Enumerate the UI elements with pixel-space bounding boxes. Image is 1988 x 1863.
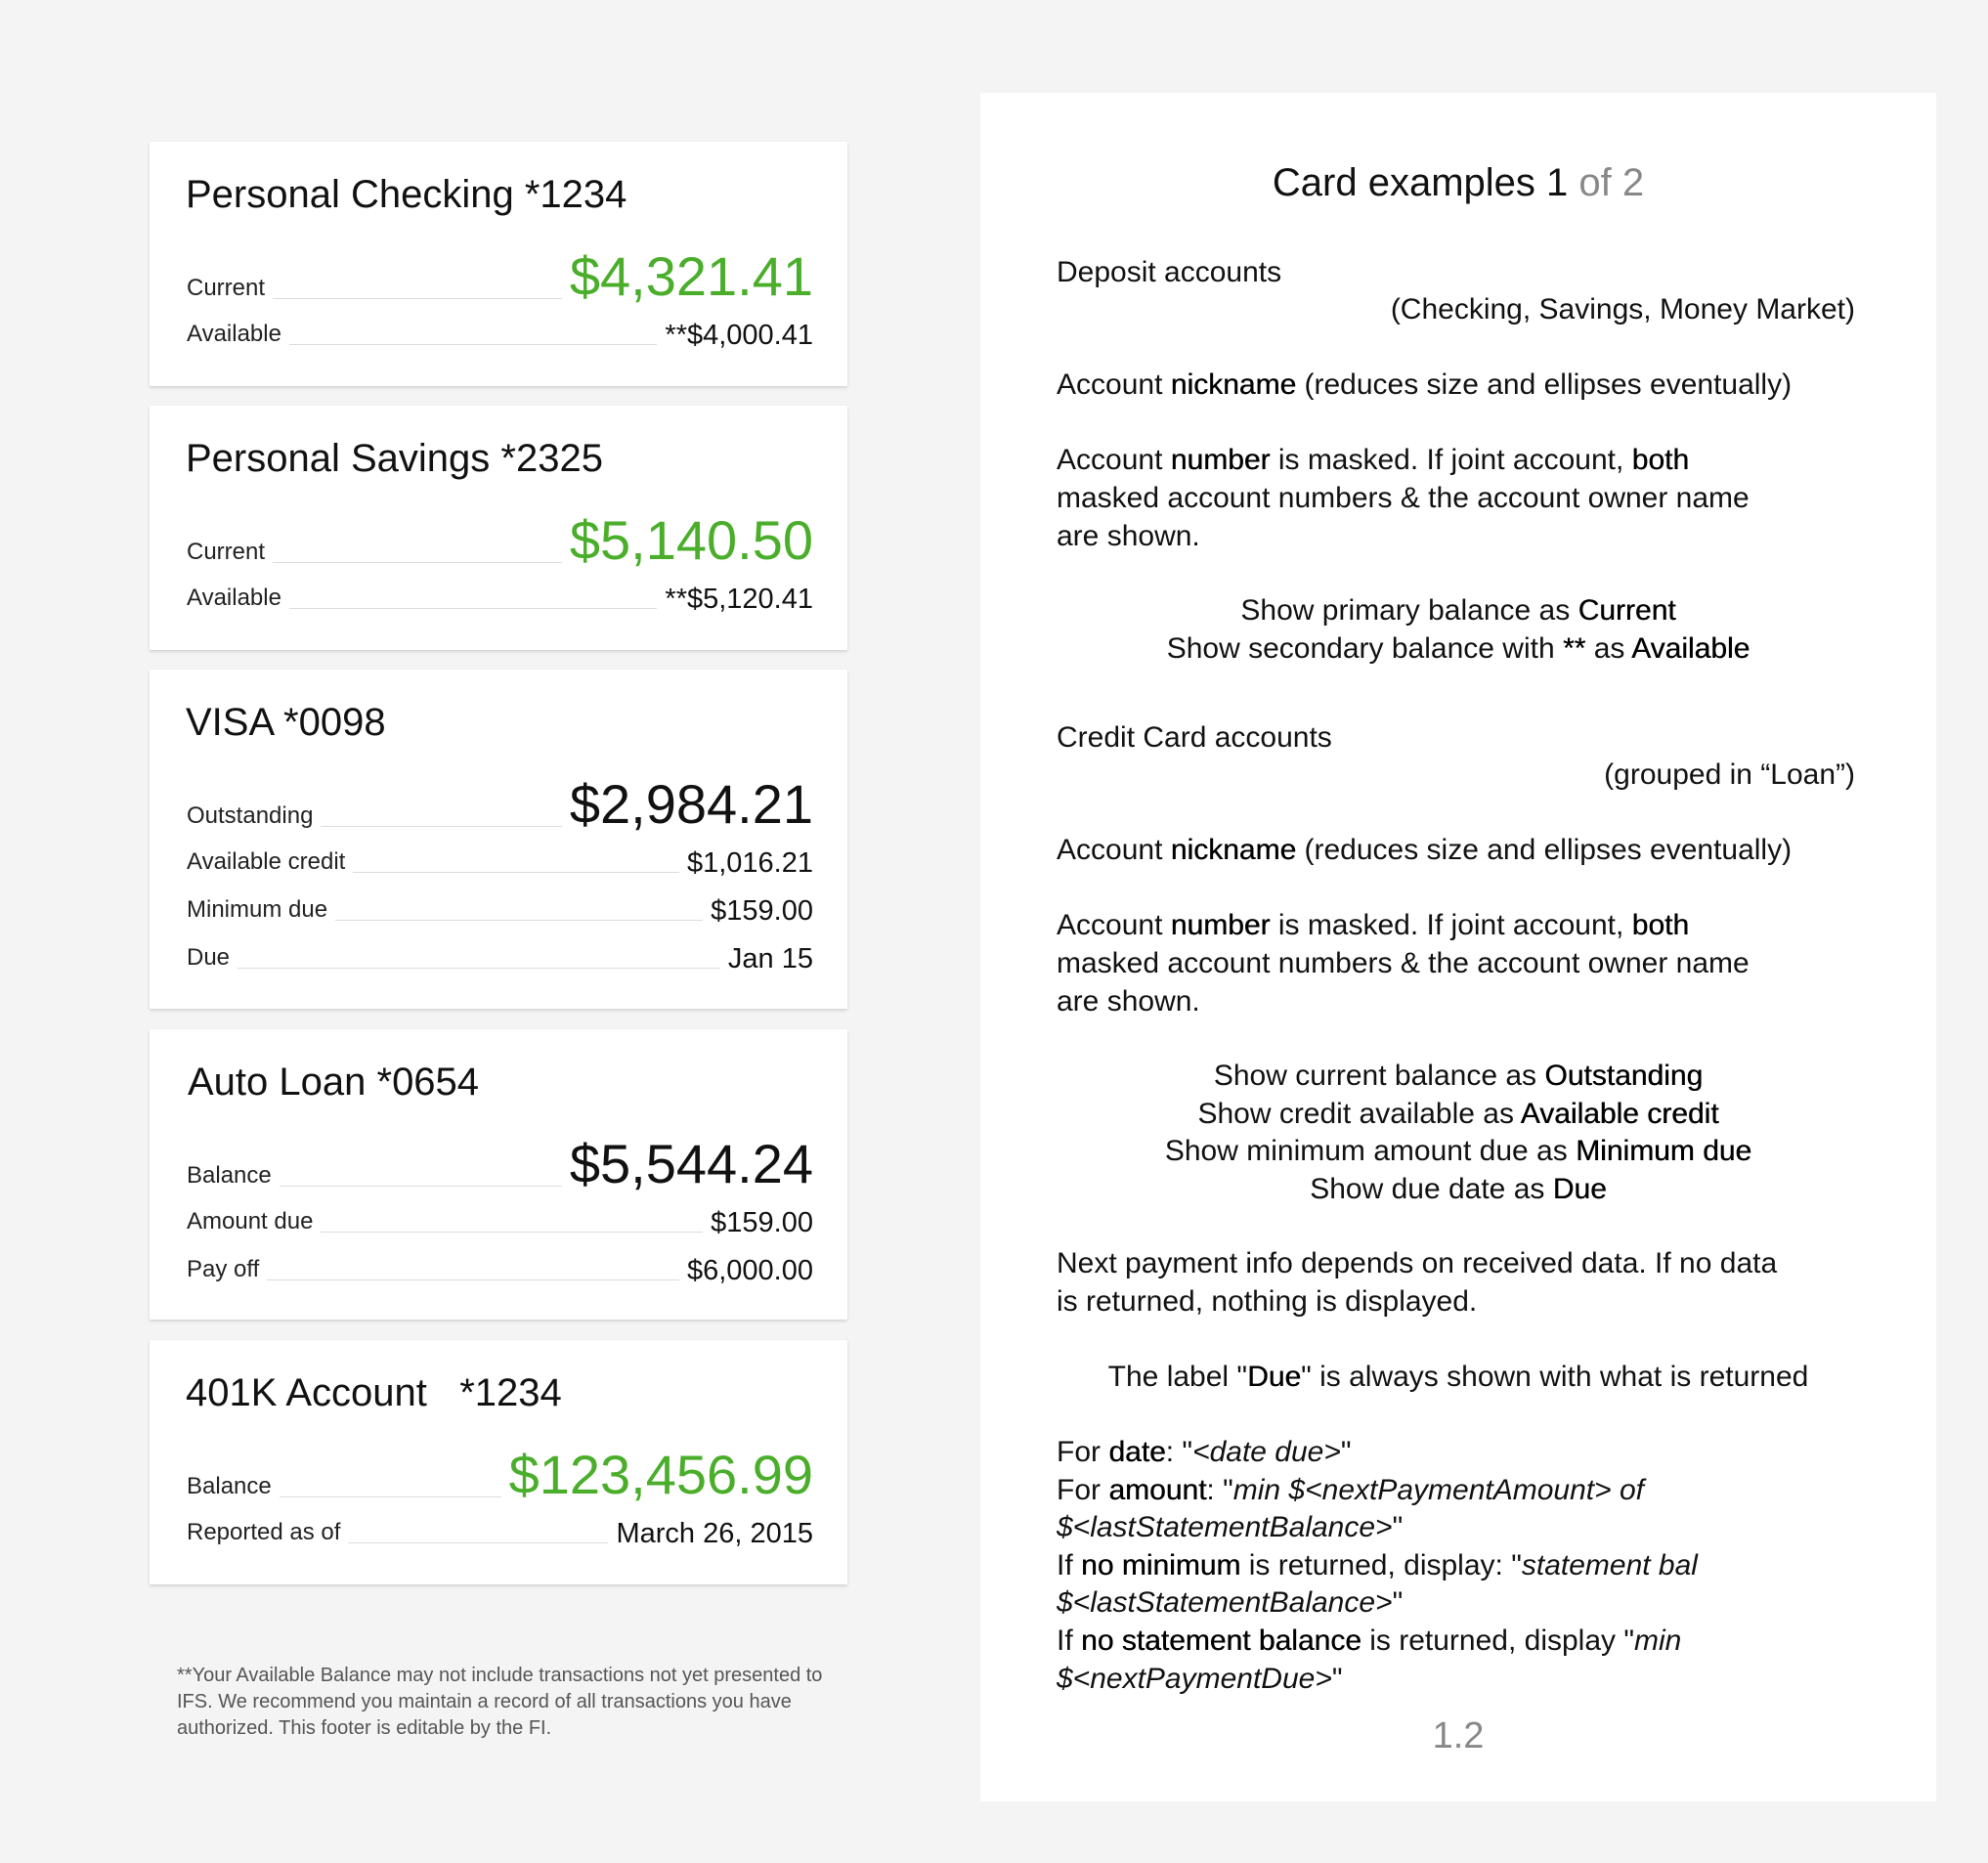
balance-row-current — [187, 509, 813, 571]
leader-line — [335, 919, 703, 921]
credit-number-note-line2: masked account numbers & the account owner name — [1057, 947, 1750, 979]
balance-row-current — [187, 245, 813, 307]
balance-row-reported-as-of — [187, 1519, 813, 1548]
account-card-401k[interactable] — [150, 1340, 847, 1584]
balance-value: $159.00 — [711, 1207, 813, 1238]
account-title: 401K Account *1234 — [186, 1371, 562, 1414]
deposit-number-note-line1: Account number is masked. If joint account, both — [1057, 444, 1690, 476]
no-minimum-rule-line1: If no minimum is returned, display: "statement bal — [1057, 1549, 1698, 1581]
balance-value: **$4,000.41 — [665, 320, 813, 351]
credit-subheading: (grouped in “Loan”) — [1604, 758, 1855, 791]
panel-title — [980, 161, 1936, 205]
balance-row-outstanding — [187, 773, 813, 835]
leader-line — [280, 1495, 501, 1497]
account-title: Auto Loan *0654 — [188, 1061, 480, 1104]
balance-row-balance — [187, 1133, 813, 1194]
balance-value: $4,321.41 — [569, 245, 813, 307]
balance-value: $159.00 — [711, 895, 813, 927]
balance-label: Available credit — [187, 848, 346, 875]
deposit-heading: Deposit accounts — [1057, 256, 1282, 288]
card-examples-panel — [980, 93, 1936, 1801]
balance-row-available — [187, 585, 813, 614]
balance-value: $123,456.99 — [508, 1444, 813, 1505]
deposit-current-rule: Show primary balance as Current — [1240, 594, 1676, 627]
account-title: VISA *0098 — [186, 701, 386, 744]
credit-number-note-line3: are shown. — [1057, 985, 1200, 1018]
credit-due-rule: Show due date as Due — [1310, 1173, 1607, 1205]
account-card-personal-checking[interactable] — [150, 142, 847, 386]
credit-heading: Credit Card accounts — [1057, 721, 1332, 754]
leader-line — [273, 561, 562, 563]
balance-value: $6,000.00 — [686, 1255, 813, 1286]
next-payment-note-line1: Next payment info depends on received data. If no data — [1057, 1247, 1778, 1279]
date-format-rule: For date: "<date due>" — [1057, 1436, 1352, 1468]
deposit-subheading: (Checking, Savings, Money Market) — [1390, 293, 1855, 325]
account-title: Personal Checking *1234 — [186, 173, 627, 216]
amount-format-rule-line2: $<lastStatementBalance>" — [1057, 1511, 1404, 1543]
balance-value: $5,544.24 — [569, 1133, 813, 1194]
balance-label: Current — [187, 275, 266, 301]
deposit-number-note-line3: are shown. — [1057, 520, 1200, 552]
leader-line — [280, 1185, 562, 1187]
panel-title-main: Card examples 1 — [1272, 161, 1569, 204]
balance-label: Balance — [187, 1162, 272, 1189]
credit-outstanding-rule: Show current balance as Outstanding — [1213, 1060, 1704, 1092]
deposit-nickname-note: Account nickname (reduces size and ellipses eventually) — [1057, 368, 1793, 401]
account-card-visa[interactable] — [150, 670, 847, 1009]
balance-value: **$5,120.41 — [665, 584, 813, 615]
balance-label: Available — [187, 585, 281, 611]
leader-line — [289, 607, 657, 609]
amount-format-rule-line1: For amount: "min $<nextPaymentAmount> of — [1057, 1474, 1644, 1506]
credit-nickname-note: Account nickname (reduces size and ellipses eventually) — [1057, 834, 1793, 866]
deposit-number-note-line2: masked account numbers & the account owner name — [1057, 482, 1750, 514]
balance-label: Pay off — [187, 1256, 260, 1282]
balance-label: Minimum due — [187, 896, 328, 923]
balance-row-minimum-due — [187, 896, 813, 926]
account-card-personal-savings[interactable] — [150, 406, 847, 650]
balance-value: $2,984.21 — [569, 773, 813, 835]
leader-line — [273, 297, 562, 299]
leader-line — [289, 343, 657, 345]
balance-label: Outstanding — [187, 802, 314, 829]
leader-line — [321, 825, 561, 827]
balance-label: Due — [187, 944, 231, 971]
balance-row-amount-due — [187, 1208, 813, 1237]
balance-label: Available — [187, 321, 281, 347]
balance-row-pay-off — [187, 1256, 813, 1285]
account-card-auto-loan[interactable] — [150, 1029, 847, 1320]
account-title: Personal Savings *2325 — [186, 437, 603, 480]
balance-value: Jan 15 — [727, 943, 813, 975]
leader-line — [348, 1541, 608, 1543]
leader-line — [267, 1278, 679, 1280]
deposit-available-rule: Show secondary balance with ** as Available — [1166, 632, 1750, 665]
balance-label: Amount due — [187, 1208, 314, 1235]
panel-title-page-of: of 2 — [1578, 161, 1645, 204]
balance-row-due — [187, 944, 813, 974]
credit-minimum-rule: Show minimum amount due as Minimum due — [1164, 1135, 1752, 1167]
page-number: 1.2 — [1432, 1715, 1485, 1756]
balance-row-available — [187, 321, 813, 350]
balance-label: Reported as of — [187, 1519, 341, 1545]
balance-label: Current — [187, 539, 266, 565]
credit-number-note-line1: Account number is masked. If joint account, both — [1057, 909, 1690, 941]
next-payment-note-line2: is returned, nothing is displayed. — [1057, 1285, 1478, 1318]
balance-label: Balance — [187, 1473, 272, 1499]
no-statement-rule-line2: $<nextPaymentDue>" — [1057, 1663, 1343, 1695]
balance-row-balance — [187, 1444, 813, 1505]
leader-line — [353, 871, 679, 873]
credit-available-rule: Show credit available as Available credit — [1197, 1098, 1719, 1130]
leader-line — [238, 967, 720, 969]
leader-line — [321, 1231, 703, 1233]
due-label-note: The label "Due" is always shown with what is returned — [1107, 1361, 1809, 1393]
balance-value: March 26, 2015 — [616, 1518, 813, 1549]
no-statement-rule-line1: If no statement balance is returned, display "min — [1057, 1625, 1682, 1657]
balance-value: $1,016.21 — [686, 847, 813, 879]
available-balance-footnote: **Your Available Balance may not include transactions not yet presented to IFS. We recommend you maintain a record of all transactions you have authorized. This footer is editable by the FI. — [177, 1665, 823, 1739]
no-minimum-rule-line2: $<lastStatementBalance>" — [1057, 1586, 1404, 1619]
balance-value: $5,140.50 — [569, 509, 813, 571]
balance-row-available-credit — [187, 848, 813, 878]
